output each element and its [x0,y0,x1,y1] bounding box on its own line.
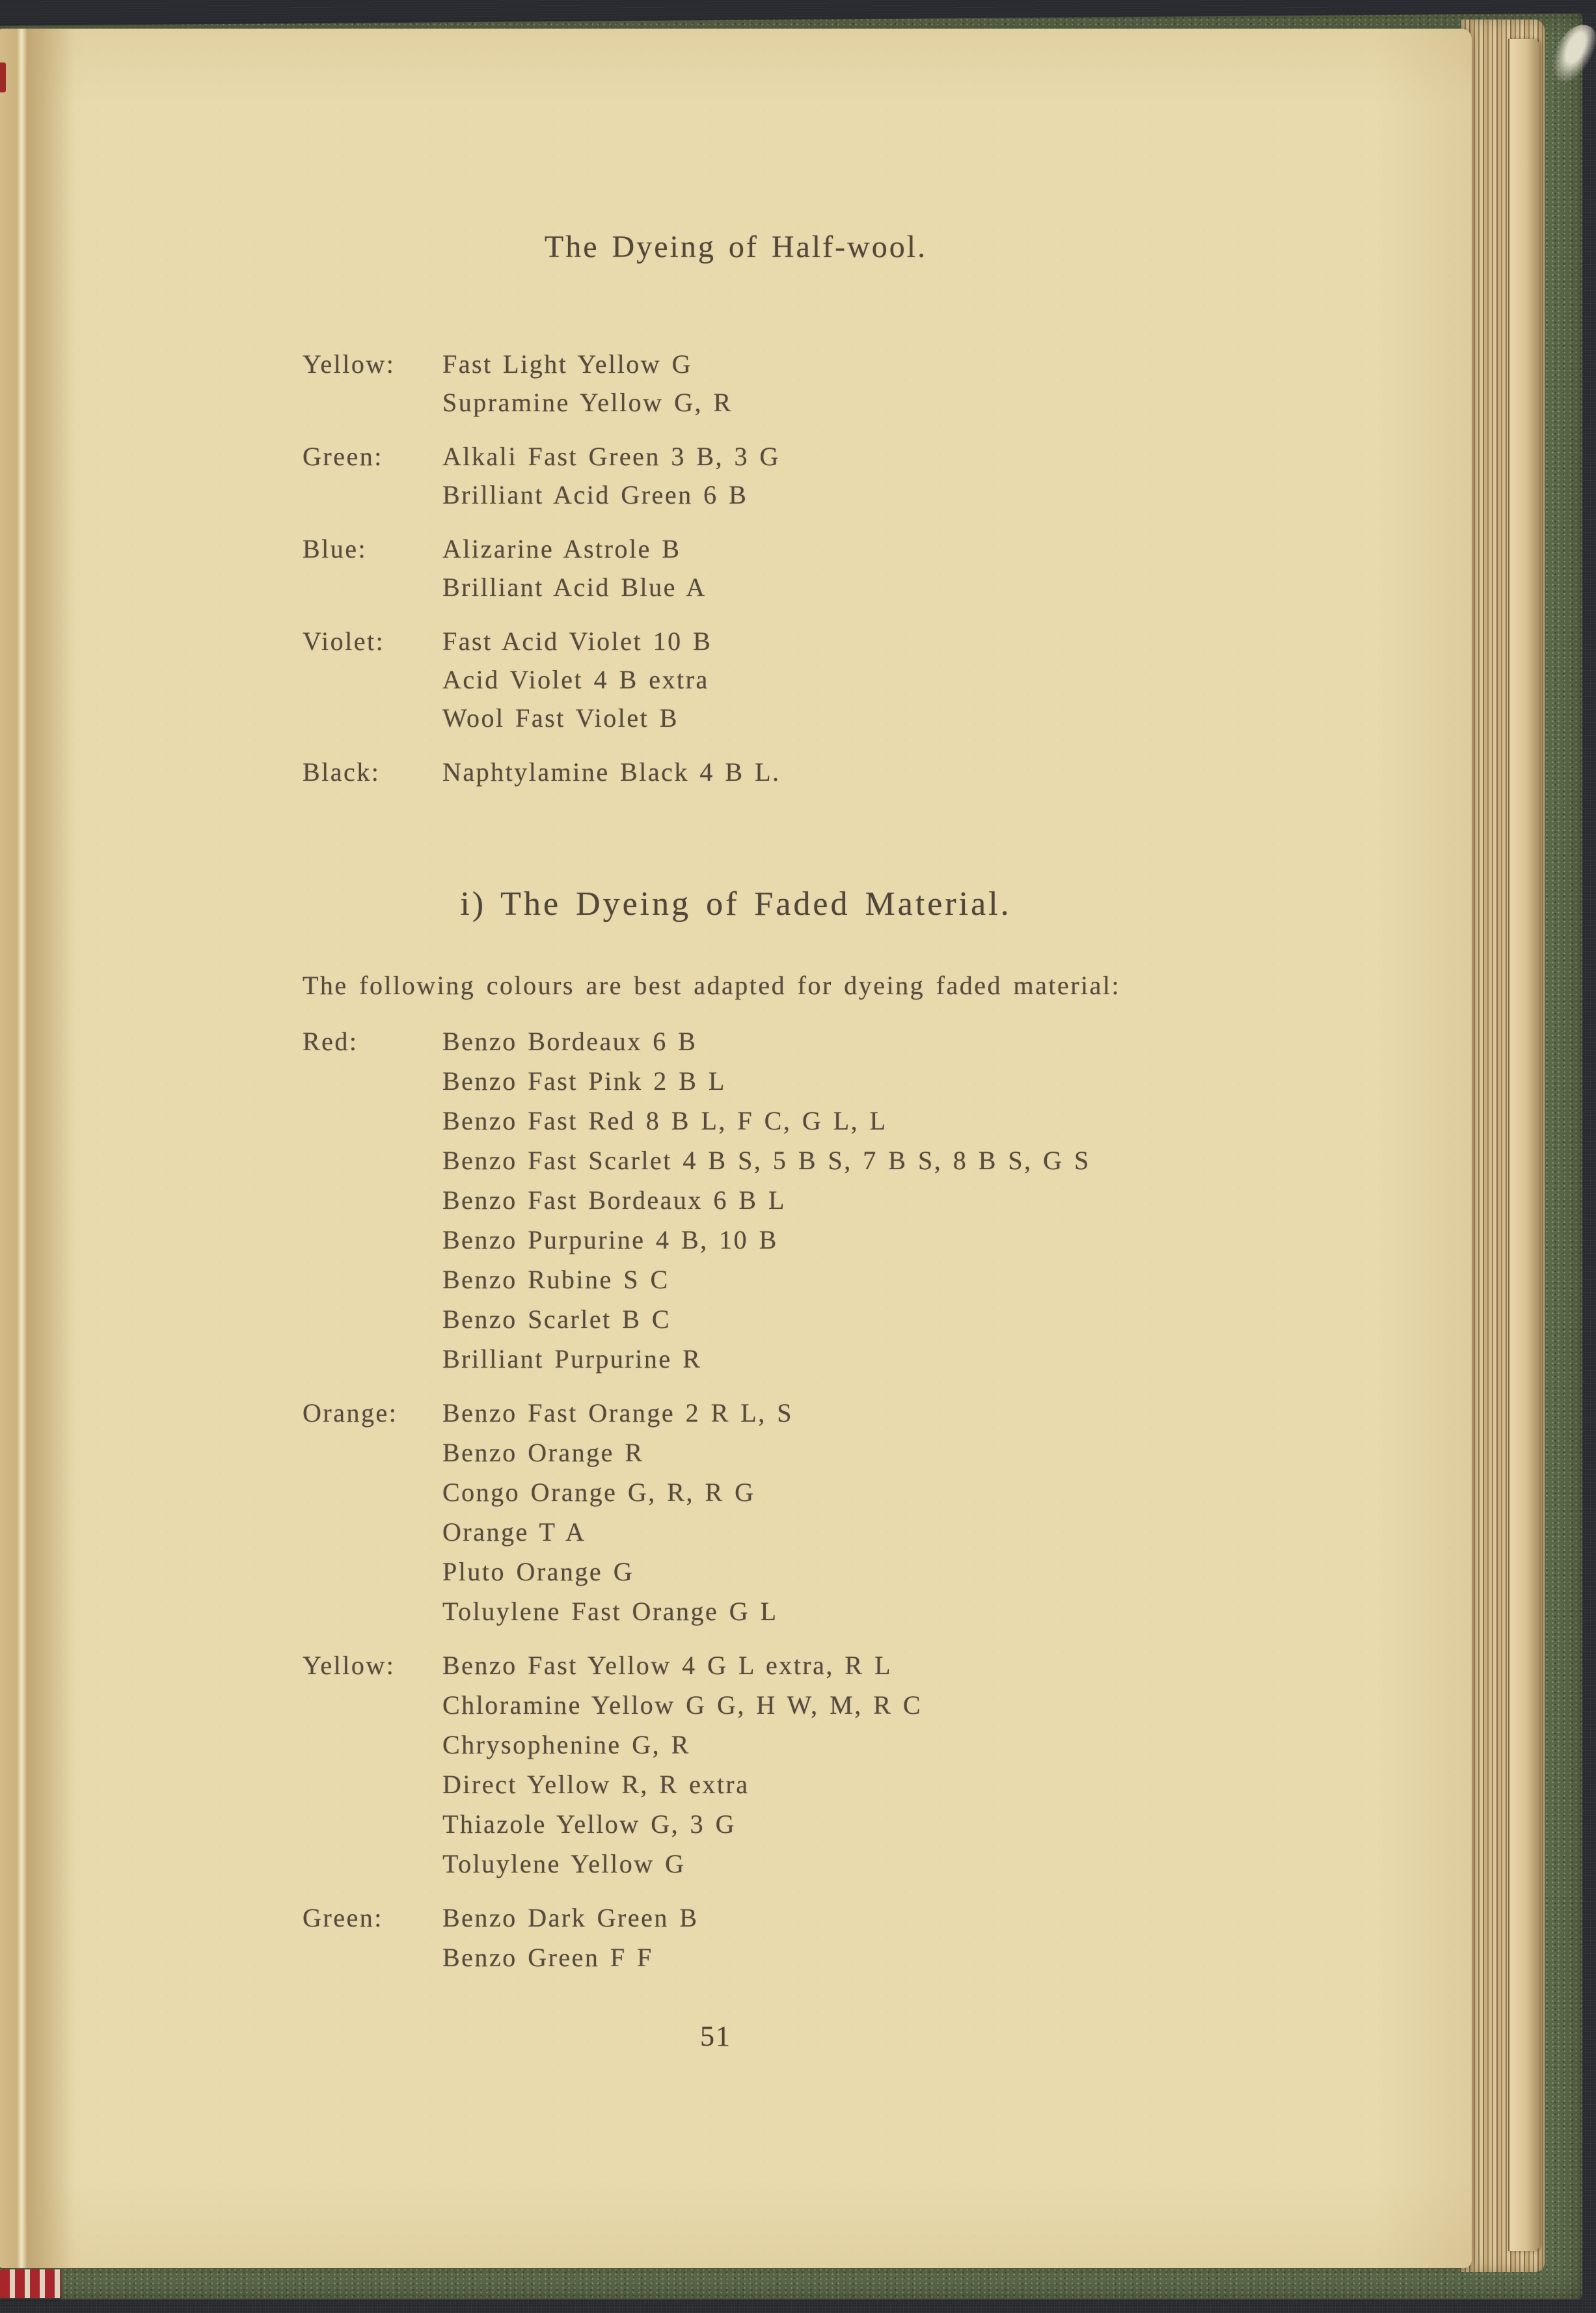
dye-entry [303,753,781,791]
colour-label: Green: [303,1903,383,1932]
dye-entry [303,345,781,422]
dye-name: Toluylene Yellow G [442,1849,686,1878]
dye-name: Chloramine Yellow G G, H W, M, R C [442,1690,923,1720]
dye-name: Benzo Rubine S C [442,1265,670,1294]
dye-entry [303,530,781,606]
dye-name-group [442,437,781,514]
faded-material-dye-list [303,1021,1090,1992]
page-title: The Dyeing of Half-wool. [544,230,928,264]
dye-name: Naphtylamine Black 4 B L. [442,757,781,787]
dye-name: Fast Acid Violet 10 B [442,627,712,656]
dye-name-group [442,753,781,791]
dye-name: Benzo Fast Bordeaux 6 B L [442,1185,786,1215]
dye-name: Benzo Scarlet B C [442,1305,671,1334]
dye-name: Benzo Fast Red 8 B L, F C, G L, L [442,1106,887,1135]
dye-entry [303,1393,1090,1631]
dye-name: Chrysophenine G, R [442,1730,690,1759]
dye-name: Supramine Yellow G, R [442,388,733,417]
colour-label: Violet: [303,627,385,656]
spine-red-sliver [0,62,6,92]
dye-name: Benzo Fast Orange 2 R L, S [442,1398,793,1427]
page-number: 51 [700,2020,731,2052]
protruding-page-edge [1508,39,1539,2251]
dye-entry [303,1021,1090,1379]
dye-name: Benzo Green F F [442,1943,653,1972]
dye-name-group [442,622,781,737]
dye-name-group [442,345,781,422]
colour-label: Yellow: [303,1651,396,1680]
dye-name-group [442,1898,1090,1977]
dye-name: Toluylene Fast Orange G L [442,1597,778,1626]
dye-name: Orange T A [442,1517,586,1547]
gutter-crease [0,29,78,2268]
dye-name: Brilliant Acid Green 6 B [442,480,748,509]
endband-red-white [0,2269,61,2298]
dye-name: Alkali Fast Green 3 B, 3 G [442,442,780,471]
dye-name: Wool Fast Violet B [442,703,679,733]
dye-name: Direct Yellow R, R extra [442,1770,750,1799]
dye-name: Benzo Purpurine 4 B, 10 B [442,1225,778,1254]
colour-label: Orange: [303,1398,398,1427]
colour-label: Black: [303,757,381,787]
dye-entry [303,437,781,514]
colour-label: Red: [303,1027,358,1056]
dye-entry [303,1645,1090,1884]
section-intro-text: The following colours are best adapted for dyeing faded material: [303,971,1121,1000]
colour-label: Blue: [303,534,368,563]
dye-name: Benzo Fast Yellow 4 G L extra, R L [442,1651,893,1680]
dye-name: Benzo Fast Pink 2 B L [442,1066,726,1096]
dye-name: Benzo Fast Scarlet 4 B S, 5 B S, 7 B S, 8 B S, G S [442,1146,1090,1175]
dye-name: Benzo Bordeaux 6 B [442,1027,697,1056]
dye-name: Acid Violet 4 B extra [442,665,709,694]
dye-name-group [442,1645,1090,1884]
book-page [0,29,1472,2268]
dye-name: Pluto Orange G [442,1557,634,1586]
dye-entry [303,622,781,737]
dye-name-group [442,530,781,606]
section-heading: i) The Dyeing of Faded Material. [460,886,1012,923]
colour-label: Green: [303,442,383,471]
dye-name: Fast Light Yellow G [442,349,692,379]
dye-name-group [442,1021,1090,1379]
dye-name: Congo Orange G, R, R G [442,1478,755,1507]
colour-label: Yellow: [303,349,396,379]
dye-name: Brilliant Purpurine R [442,1344,702,1373]
dye-entry [303,1898,1090,1977]
dye-name: Thiazole Yellow G, 3 G [442,1809,736,1839]
dye-name: Brilliant Acid Blue A [442,573,707,602]
dye-name: Benzo Dark Green B [442,1903,699,1932]
dye-name: Alizarine Astrole B [442,534,681,563]
halfwool-dye-list [303,345,781,807]
dye-name-group [442,1393,1090,1631]
dye-name: Benzo Orange R [442,1438,644,1467]
